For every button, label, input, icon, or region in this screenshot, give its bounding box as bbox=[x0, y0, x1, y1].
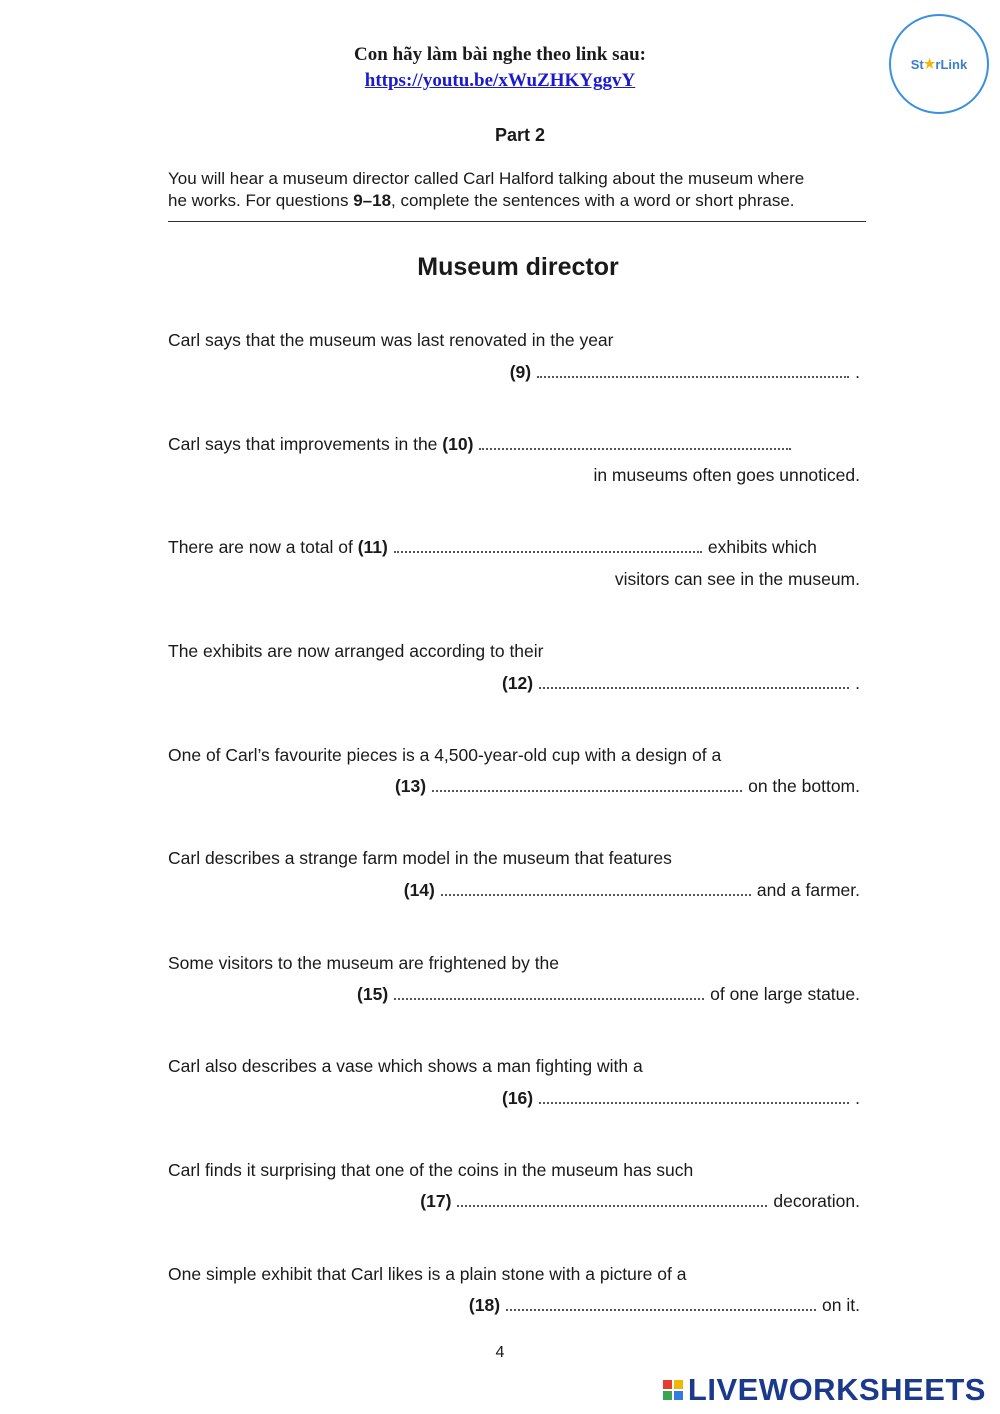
intro-text: You will hear a museum director called Carl Halford talking about the museum where he works. For questions 9–18, complete the sentences with a word or short phrase. bbox=[168, 169, 805, 210]
answer-line: (9) . bbox=[509, 362, 860, 382]
answer-blank-14[interactable] bbox=[441, 894, 751, 896]
answer-blank-13[interactable] bbox=[432, 790, 742, 792]
question-lead: Carl says that the museum was last renovated in the year bbox=[168, 330, 614, 350]
answer-blank-12[interactable] bbox=[539, 687, 849, 689]
question-lead: Some visitors to the museum are frightened by the bbox=[168, 953, 560, 973]
video-link-line bbox=[0, 70, 1000, 92]
starlink-logo: St ★ rLink bbox=[889, 14, 989, 114]
answer-line: (14) and a farmer. bbox=[403, 880, 860, 900]
page-number: 4 bbox=[495, 1344, 505, 1361]
page-title: Museum director bbox=[417, 253, 619, 281]
video-link[interactable]: https://youtu.be/xWuZHKYggvY bbox=[364, 70, 636, 91]
question-lead: One simple exhibit that Carl likes is a plain stone with a picture of a bbox=[168, 1264, 687, 1284]
liveworksheets-brand: LIVEWORKSHEETS bbox=[663, 1372, 986, 1408]
question-tail: in museums often goes unnoticed. bbox=[593, 465, 860, 485]
question-lead: The exhibits are now arranged according to their bbox=[168, 641, 544, 661]
question-lead: Carl describes a strange farm model in the museum that features bbox=[168, 848, 672, 868]
answer-blank-18[interactable] bbox=[506, 1309, 816, 1311]
divider bbox=[168, 221, 866, 222]
answer-line: Carl says that improvements in the (10) bbox=[168, 434, 797, 455]
answer-blank-9[interactable] bbox=[537, 376, 849, 378]
star-icon: ★ bbox=[923, 56, 936, 71]
answer-line: (15) of one large statue. bbox=[357, 984, 860, 1004]
answer-line: (16) . bbox=[502, 1088, 860, 1108]
answer-line: There are now a total of (11) exhibits which bbox=[168, 537, 817, 557]
answer-blank-16[interactable] bbox=[539, 1102, 849, 1104]
answer-line: (17) decoration. bbox=[420, 1191, 860, 1211]
brand-grid-icon bbox=[663, 1380, 683, 1400]
question-lead: Carl also describes a vase which shows a man fighting with a bbox=[168, 1056, 643, 1076]
part-heading: Part 2 bbox=[494, 125, 546, 145]
answer-line: (12) . bbox=[502, 673, 860, 693]
answer-line: (13) on the bottom. bbox=[394, 776, 860, 796]
answer-blank-10[interactable] bbox=[479, 448, 791, 450]
instruction-text: Con hãy làm bài nghe theo link sau: bbox=[354, 44, 646, 65]
question-lead: Carl finds it surprising that one of the coins in the museum has such bbox=[168, 1160, 694, 1180]
answer-line: (18) on it. bbox=[468, 1295, 860, 1315]
question-lead: One of Carl’s favourite pieces is a 4,500-year-old cup with a design of a bbox=[168, 745, 722, 765]
answer-blank-17[interactable] bbox=[457, 1205, 767, 1207]
question-tail: visitors can see in the museum. bbox=[614, 569, 860, 589]
answer-blank-11[interactable] bbox=[394, 551, 702, 553]
answer-blank-15[interactable] bbox=[394, 998, 704, 1000]
